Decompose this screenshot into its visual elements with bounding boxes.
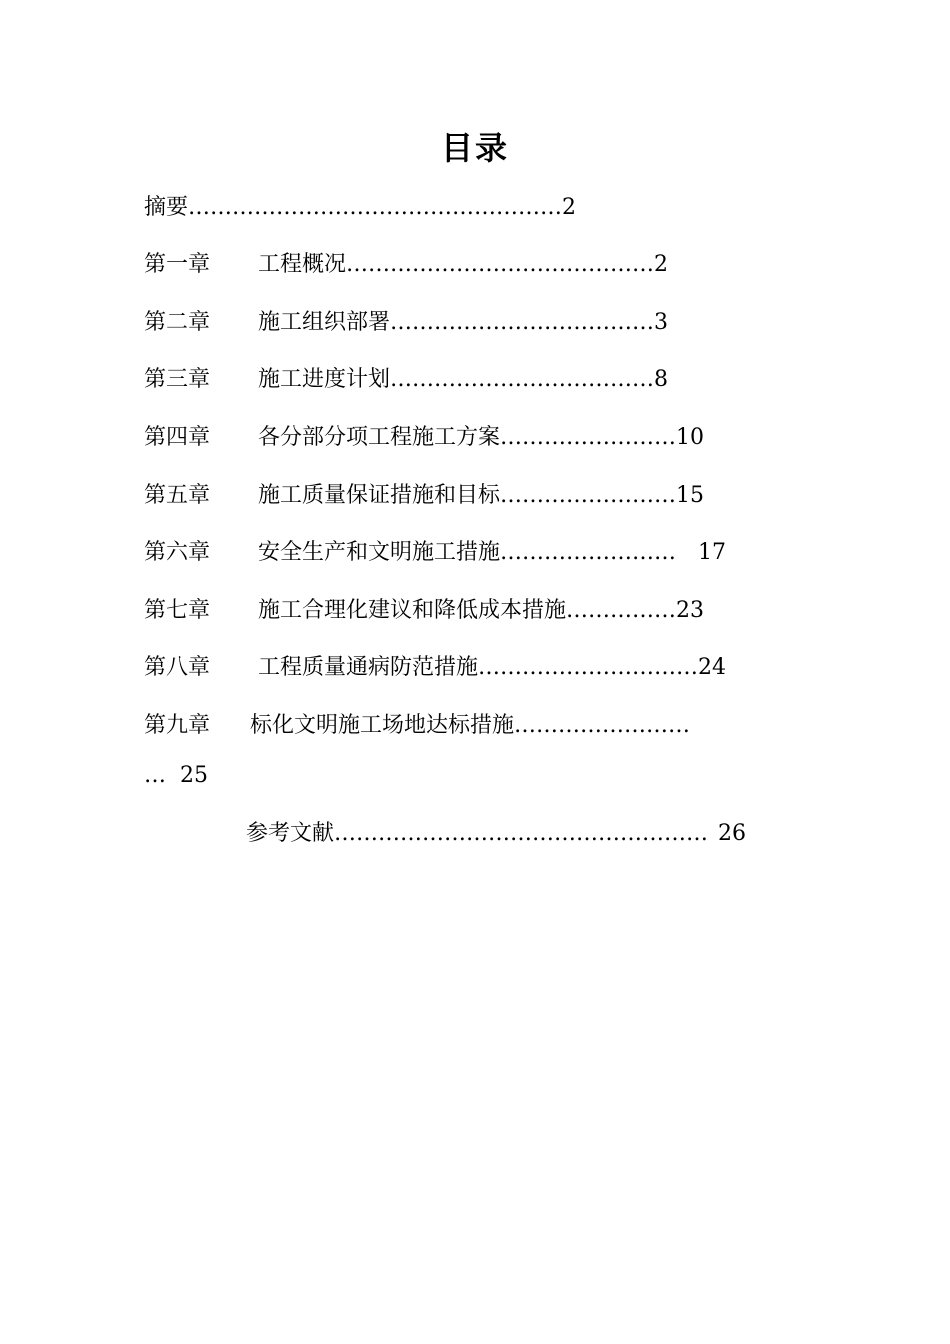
toc-chapter-number: 第二章	[144, 310, 211, 335]
toc-entry-chapter-9[interactable]	[144, 711, 690, 741]
toc-page-number: 10	[676, 425, 705, 450]
toc-entry-label: 工程质量通病防范措施	[258, 655, 479, 680]
toc-chapter-number: 第六章	[144, 540, 211, 565]
toc-page-number: 23	[676, 598, 705, 623]
toc-page-number: 8	[654, 367, 669, 392]
toc-entry-chapter-5[interactable]	[144, 481, 704, 511]
toc-page-number: 15	[676, 483, 705, 508]
toc-entry-label: 工程概况	[258, 252, 347, 277]
toc-leader-dots: ……………………	[500, 425, 677, 450]
toc-entry-label: 安全生产和文明施工措施	[258, 540, 501, 565]
toc-entry-chapter-1[interactable]	[144, 250, 668, 280]
toc-entry-references[interactable]	[246, 819, 746, 849]
toc-entry-label: 施工质量保证措施和目标	[258, 483, 501, 508]
toc-entry-chapter-7[interactable]	[144, 596, 704, 626]
toc-entry-chapter-9-continuation[interactable]	[144, 761, 208, 791]
toc-entry-label: 施工组织部署	[258, 310, 391, 335]
toc-leader-dots: ……………	[566, 598, 677, 623]
toc-leader-dots: ……………………………………	[346, 252, 655, 277]
toc-entry-label: 各分部分项工程施工方案	[258, 425, 501, 450]
toc-page-number: 26	[718, 821, 747, 846]
toc-leader-dots: ……………………	[500, 540, 677, 565]
toc-entry-label: 施工进度计划	[258, 367, 391, 392]
toc-leader-dots: ……………………………………………	[334, 821, 709, 846]
toc-leader-dots: ……………………………………………	[188, 195, 563, 220]
toc-entry-chapter-8[interactable]	[144, 653, 726, 683]
toc-leader-dots: …………………………	[478, 655, 699, 680]
toc-page-number: 17	[698, 540, 727, 565]
toc-entry-chapter-2[interactable]	[144, 308, 668, 338]
toc-entry-label: 施工合理化建议和降低成本措施	[258, 598, 567, 623]
toc-page-number: 2	[562, 195, 577, 220]
toc-entry-label: 标化文明施工场地达标措施	[250, 713, 515, 738]
toc-entry-chapter-3[interactable]	[144, 365, 668, 395]
page-title: 目录	[440, 129, 509, 167]
toc-chapter-number: 第五章	[144, 483, 211, 508]
toc-chapter-number: 第七章	[144, 598, 211, 623]
toc-leader-dots: …	[144, 763, 166, 788]
toc-chapter-number: 第九章	[144, 713, 211, 738]
toc-chapter-number: 第三章	[144, 367, 211, 392]
toc-leader-dots: ………………………………	[390, 367, 655, 392]
toc-entry-chapter-4[interactable]	[144, 423, 704, 453]
toc-entry-abstract[interactable]	[144, 193, 576, 223]
toc-page-number: 3	[654, 310, 669, 335]
toc-entry-label: 摘要	[144, 195, 189, 220]
toc-leader-dots: ………………………………	[390, 310, 655, 335]
toc-page-number: 25	[180, 763, 208, 788]
toc-page-number: 2	[654, 252, 669, 277]
toc-entry-label: 参考文献	[246, 821, 335, 846]
toc-page-number: 24	[698, 655, 727, 680]
toc-chapter-number: 第一章	[144, 252, 211, 277]
toc-leader-dots: ……………………	[514, 713, 691, 738]
toc-leader-dots: ……………………	[500, 483, 677, 508]
toc-chapter-number: 第八章	[144, 655, 211, 680]
toc-entry-chapter-6[interactable]	[144, 538, 726, 568]
toc-chapter-number: 第四章	[144, 425, 211, 450]
